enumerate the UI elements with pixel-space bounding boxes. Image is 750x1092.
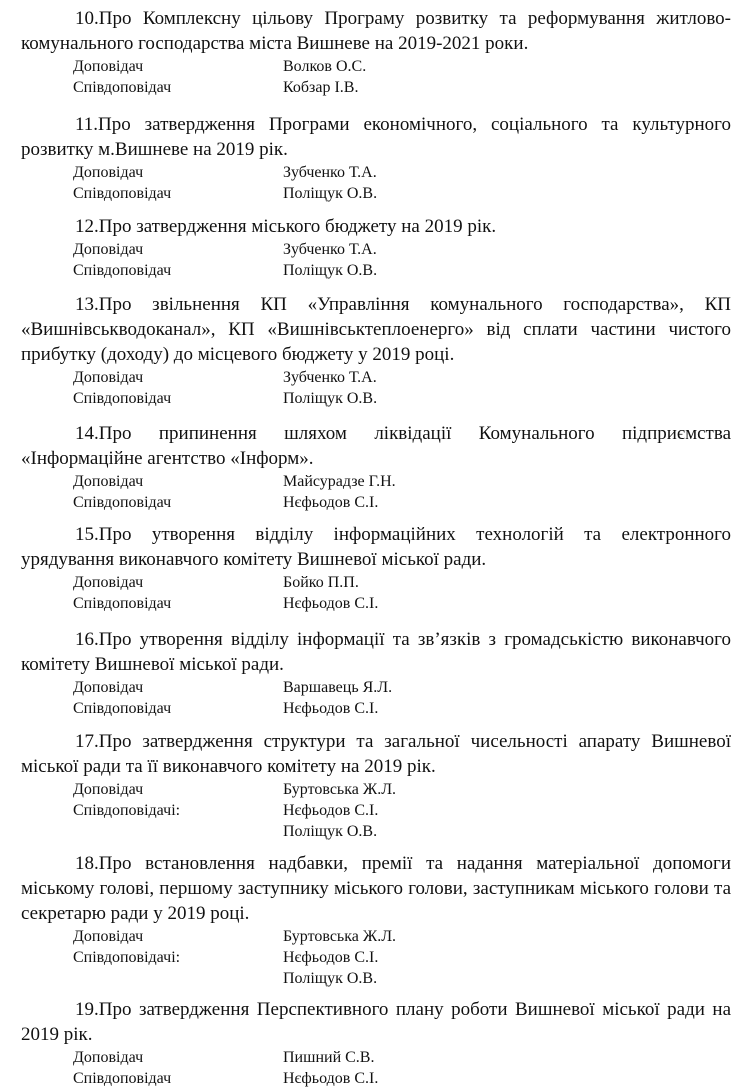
speaker-row [73,926,731,947]
agenda-item-15 [21,522,731,614]
speaker-name: Варшавець Я.Л. [283,679,393,696]
speaker-name: Зубченко Т.А. [283,369,377,386]
role-label: Співдоповідач [73,700,172,717]
role-label: Доповідач [73,781,144,798]
role-label: Співдоповідач [73,390,172,407]
role-label: Доповідач [73,928,144,945]
speaker-name: Буртовська Ж.Л. [283,781,397,798]
agenda-item-title: 19.Про затвердження Перспективного плану роботи Вишневої міської ради на 2019 рік. [21,999,731,1045]
co-speakers-row [73,800,731,842]
role-label: Співдоповідач [73,595,172,612]
agenda-item-title: 16.Про утворення відділу інформації та зв’язків з громадськістю виконавчого комітету Вишневої міської ради. [21,629,731,675]
role-label: Співдоповідач [73,79,172,96]
agenda-item-18 [21,851,731,989]
role-label: Доповідач [73,241,144,258]
speaker-name: Нєфьодов С.І. [283,949,379,966]
speaker-name: Зубченко Т.А. [283,241,377,258]
speaker-row [73,677,731,698]
speaker-row [73,572,731,593]
agenda-item-10 [21,6,731,98]
speaker-name: Поліщук О.В. [283,823,378,840]
agenda-item-title: 10.Про Комплексну цільову Програму розвитку та реформування житлово-комунального господарства міста Вишневе на 2019-2021 роки. [21,8,731,54]
agenda-item-13 [21,292,731,409]
speaker-name: Нєфьодов С.І. [283,1070,379,1087]
speaker-row [73,56,731,77]
speaker-name: Бойко П.П. [283,574,359,591]
speaker-row [73,779,731,800]
speaker-name: Поліщук О.В. [283,185,378,202]
role-label: Доповідач [73,574,144,591]
speaker-name: Поліщук О.В. [283,970,378,987]
co-speaker-row [73,593,731,614]
role-label: Співдоповідач [73,494,172,511]
role-label: Доповідач [73,369,144,386]
co-speaker-row [73,77,731,98]
agenda-item-title: 17.Про затвердження структури та загальної чисельності апарату Вишневої міської ради та її виконавчого комітету на 2019 рік. [21,731,731,777]
speaker-name: Пишний С.В. [283,1049,375,1066]
role-label: Доповідач [73,164,144,181]
speaker-name: Поліщук О.В. [283,390,378,407]
role-label: Доповідач [73,679,144,696]
co-speaker-row [73,260,731,281]
co-speakers-row [73,947,731,989]
co-speaker-row [73,492,731,513]
speaker-name: Нєфьодов С.І. [283,700,379,717]
role-label: Співдоповідачі: [73,949,181,966]
speaker-name: Волков О.С. [283,58,367,75]
agenda-item-title: 11.Про затвердження Програми економічного, соціального та культурного розвитку м.Вишневе на 2019 рік. [21,114,731,160]
agenda-item-title: 13.Про звільнення КП «Управління комунального господарства», КП «Вишнівськводоканал», КП «Вишнівськтеплоенерго» від сплати частини чистого прибутку (доходу) до місцевого бюджету у 2019 році. [21,294,731,365]
agenda-item-title: 14.Про припинення шляхом ліквідації Комунального підприємства «Інформаційне агентство «Інформ». [21,423,731,469]
role-label: Співдоповідач [73,1070,172,1087]
agenda-item-12 [21,214,731,281]
speaker-row [73,1047,731,1068]
role-label: Доповідач [73,473,144,490]
speaker-row [73,471,731,492]
speaker-row [73,367,731,388]
agenda-item-title: 18.Про встановлення надбавки, премії та надання матеріальної допомоги міському голові, першому заступнику міського голови, заступникам міського голови та секретарю ради у 2019 році. [21,853,731,924]
co-speaker-row [73,1068,731,1089]
agenda-item-14 [21,421,731,513]
agenda-item-11 [21,112,731,204]
agenda-item-17 [21,729,731,842]
co-speaker-row [73,183,731,204]
speaker-row [73,162,731,183]
speaker-name: Кобзар І.В. [283,79,359,96]
speaker-name: Майсурадзе Г.Н. [283,473,396,490]
role-label: Доповідач [73,1049,144,1066]
speaker-name: Буртовська Ж.Л. [283,928,397,945]
co-speaker-row [73,698,731,719]
agenda-item-title: 12.Про затвердження міського бюджету на 2019 рік. [75,216,497,237]
role-label: Співдоповідач [73,185,172,202]
role-label: Співдоповідач [73,262,172,279]
speaker-name: Поліщук О.В. [283,262,378,279]
speaker-name: Нєфьодов С.І. [283,494,379,511]
co-speaker-row [73,388,731,409]
speaker-name: Зубченко Т.А. [283,164,377,181]
agenda-item-16 [21,627,731,719]
role-label: Доповідач [73,58,144,75]
speaker-row [73,239,731,260]
agenda-item-19 [21,997,731,1089]
agenda-item-title: 15.Про утворення відділу інформаційних технологій та електронного урядування виконавчого комітету Вишневої міської ради. [21,524,731,570]
role-label: Співдоповідачі: [73,802,181,819]
speaker-name: Нєфьодов С.І. [283,595,379,612]
speaker-name: Нєфьодов С.І. [283,802,379,819]
